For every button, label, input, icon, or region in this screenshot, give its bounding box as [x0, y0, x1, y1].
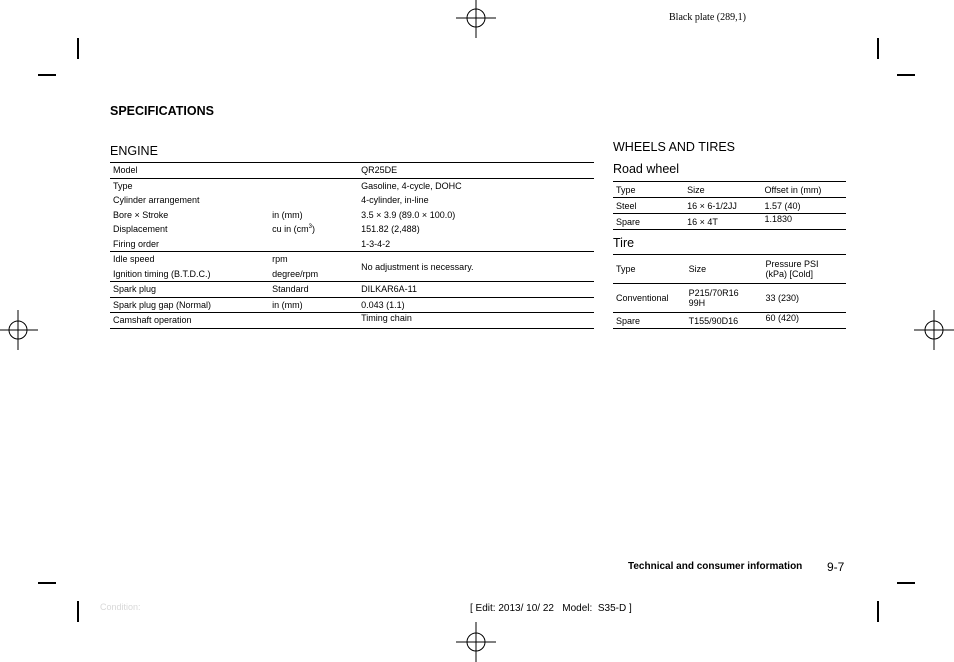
road-wheel-title: Road wheel	[613, 162, 680, 176]
table-row	[110, 163, 594, 179]
table-row	[110, 237, 594, 252]
cell: 3.5 × 3.9 (89.0 × 100.0)	[361, 209, 456, 220]
cell: 33 (230)	[762, 284, 846, 313]
crop-mark	[897, 582, 915, 584]
cell-line: P215/70R16	[688, 288, 739, 298]
column-header: Size	[686, 255, 763, 284]
road-wheel-table	[613, 181, 846, 230]
cell: Type	[110, 178, 269, 193]
cell: 4-cylinder, in-line	[361, 195, 429, 206]
crop-mark	[897, 74, 915, 76]
crop-mark	[877, 601, 879, 622]
column-header	[762, 255, 846, 284]
registration-mark-icon	[0, 310, 38, 350]
cell: No adjustment is necessary.	[358, 252, 594, 282]
crop-mark	[877, 38, 879, 59]
cell: Spare	[613, 313, 686, 329]
cell: Steel	[613, 198, 684, 214]
crop-mark	[38, 582, 56, 584]
tire-table	[613, 254, 846, 329]
cell: degree/rpm	[272, 268, 319, 279]
cell: 60 (420)	[762, 313, 846, 329]
cell: T155/90D16	[686, 313, 763, 329]
cell	[269, 163, 358, 179]
table-row	[613, 214, 846, 230]
registration-mark-icon	[456, 0, 496, 38]
column-header: Size	[684, 182, 761, 198]
cell: Bore × Stroke	[113, 209, 169, 220]
cell: rpm	[269, 252, 358, 267]
plate-label: Black plate (289,1)	[669, 12, 746, 23]
header-line: (kPa) [Cold]	[765, 269, 813, 279]
cell	[269, 237, 358, 252]
cell	[269, 193, 358, 208]
page-number: 9-7	[827, 560, 845, 574]
cell: 1.57 (40)	[762, 198, 846, 214]
unit-text: cu in (cm	[272, 224, 309, 235]
edit-info: [ Edit: 2013/ 10/ 22 Model: S35-D ]	[470, 603, 632, 614]
cell: DILKAR6A-11	[358, 282, 594, 298]
cell: 1-3-4-2	[361, 238, 391, 249]
table-row	[613, 284, 846, 313]
cell: 16 × 4T	[684, 214, 761, 230]
wheels-title: WHEELS AND TIRES	[613, 140, 736, 154]
cell	[686, 284, 763, 313]
cell: Model	[110, 163, 269, 179]
cell	[269, 222, 358, 237]
condition-label: Condition:	[100, 602, 141, 612]
crop-mark	[77, 38, 79, 59]
table-row	[613, 198, 846, 214]
footer-section-label: Technical and consumer information	[628, 561, 803, 572]
cell: QR25DE	[358, 163, 594, 179]
unit-superscript: 3	[308, 224, 312, 231]
registration-mark-icon	[914, 310, 954, 350]
column-header: Offset in (mm)	[762, 182, 846, 198]
cell: Spark plug	[110, 282, 269, 298]
cell-line: 99H	[688, 298, 706, 308]
table-row	[110, 208, 594, 223]
section-title: SPECIFICATIONS	[110, 104, 214, 118]
table-row	[613, 313, 846, 329]
header-line: Pressure PSI	[765, 259, 819, 269]
cell	[269, 178, 358, 193]
table-row	[110, 222, 594, 237]
table-row	[110, 282, 594, 298]
table-row	[110, 297, 594, 313]
cell: Idle speed	[110, 252, 269, 267]
cell: Gasoline, 4-cycle, DOHC	[358, 178, 594, 193]
cell: Ignition timing (B.T.D.C.)	[113, 268, 211, 279]
unit-close: )	[311, 224, 315, 235]
table-row	[613, 255, 846, 284]
cell: Timing chain	[358, 313, 594, 329]
cell: 1.1830	[762, 214, 846, 230]
cell: Spare	[613, 214, 684, 230]
cell: 151.82 (2,488)	[361, 224, 420, 235]
crop-mark	[77, 601, 79, 622]
table-row	[110, 313, 594, 329]
cell: Firing order	[113, 238, 160, 249]
tire-title: Tire	[613, 236, 635, 250]
table-row	[110, 252, 594, 267]
cell: in (mm)	[269, 297, 358, 313]
registration-mark-icon	[456, 622, 496, 662]
table-row	[110, 193, 594, 208]
column-header: Type	[613, 255, 686, 284]
cell: Camshaft operation	[110, 313, 269, 329]
cell: Cylinder arrangement	[113, 195, 200, 206]
column-header: Type	[613, 182, 684, 198]
cell: 0.043 (1.1)	[358, 297, 594, 313]
engine-title: ENGINE	[110, 144, 158, 158]
crop-mark	[38, 74, 56, 76]
cell: in (mm)	[272, 209, 303, 220]
cell	[269, 313, 358, 329]
cell: Conventional	[613, 284, 686, 313]
cell: Displacement	[113, 224, 168, 235]
cell: 16 × 6-1/2JJ	[684, 198, 761, 214]
table-row	[613, 182, 846, 198]
cell: Standard	[269, 282, 358, 298]
engine-table	[110, 162, 594, 329]
cell: Spark plug gap (Normal)	[110, 297, 269, 313]
table-row	[110, 178, 594, 193]
